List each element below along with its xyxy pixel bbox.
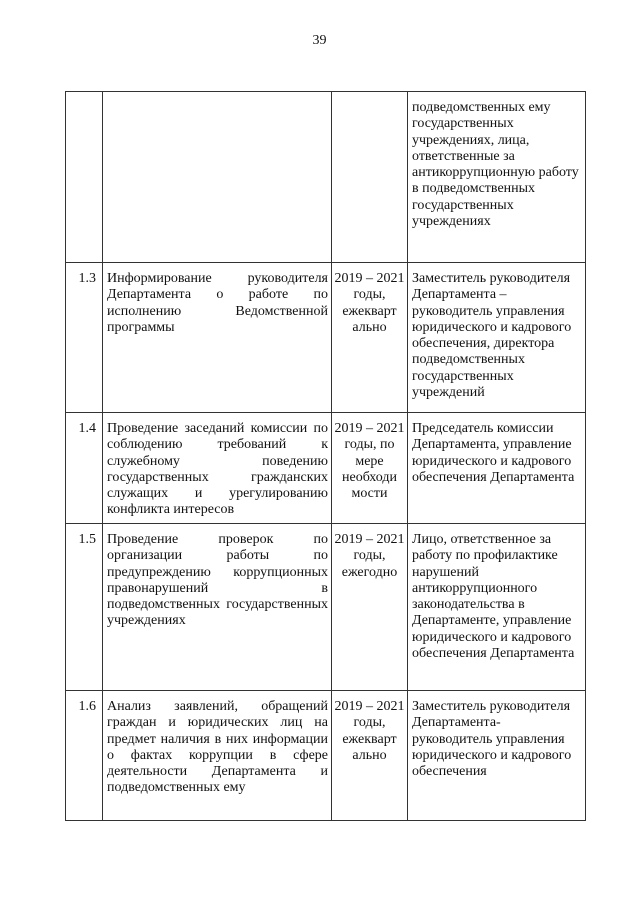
row-number: 1.6 <box>66 691 103 821</box>
implementation-period: 2019 – 2021 годы, ежекварт ально <box>332 263 408 413</box>
measure-description <box>103 92 332 263</box>
measure-description: Анализ заявлений, обращений граждан и юридических лиц на предмет наличия в них информации о фактах коррупции в сфере деятельности Департамента и подведомственных ему <box>103 691 332 821</box>
responsible-executor: Председатель комиссии Департамента, управление юридического и кадрового обеспечения Департамента <box>408 413 586 524</box>
table-row <box>66 263 586 413</box>
table-row <box>66 413 586 524</box>
page-number: 39 <box>312 33 327 48</box>
table-row <box>66 691 586 821</box>
responsible-executor: Заместитель руководителя Департамента – руководитель управления юридического и кадрового обеспечения, директора подведомственных государственных учреждений <box>408 263 586 413</box>
responsible-executor: Лицо, ответственное за работу по профилактике нарушений антикоррупционного законодательства в Департаменте, управление юридического и кадрового обеспечения Департамента <box>408 524 586 691</box>
row-number <box>66 92 103 263</box>
row-number: 1.4 <box>66 413 103 524</box>
measure-description: Проведение заседаний комиссии по соблюдению требований к служебному поведению государственных гражданских служащих и урегулированию конфликта интересов <box>103 413 332 524</box>
table-row <box>66 92 586 263</box>
responsible-executor: Заместитель руководителя Департамента- руководитель управления юридического и кадрового обеспечения <box>408 691 586 821</box>
implementation-period: 2019 – 2021 годы, по мере необходи мости <box>332 413 408 524</box>
measures-table <box>65 91 586 821</box>
implementation-period: 2019 – 2021 годы, ежекварт ально <box>332 691 408 821</box>
measure-description: Информирование руководителя Департамента о работе по исполнению Ведомственной программы <box>103 263 332 413</box>
responsible-executor: подведомственных ему государственных учреждениях, лица, ответственные за антикоррупционную работу в подведомственных государственных учреждениях <box>408 92 586 263</box>
implementation-period: 2019 – 2021 годы, ежегодно <box>332 524 408 691</box>
measure-description: Проведение проверок по организации работы по предупреждению коррупционных правонарушений в подведомственных государственных учреждениях <box>103 524 332 691</box>
table-row <box>66 524 586 691</box>
row-number: 1.5 <box>66 524 103 691</box>
row-number: 1.3 <box>66 263 103 413</box>
implementation-period <box>332 92 408 263</box>
